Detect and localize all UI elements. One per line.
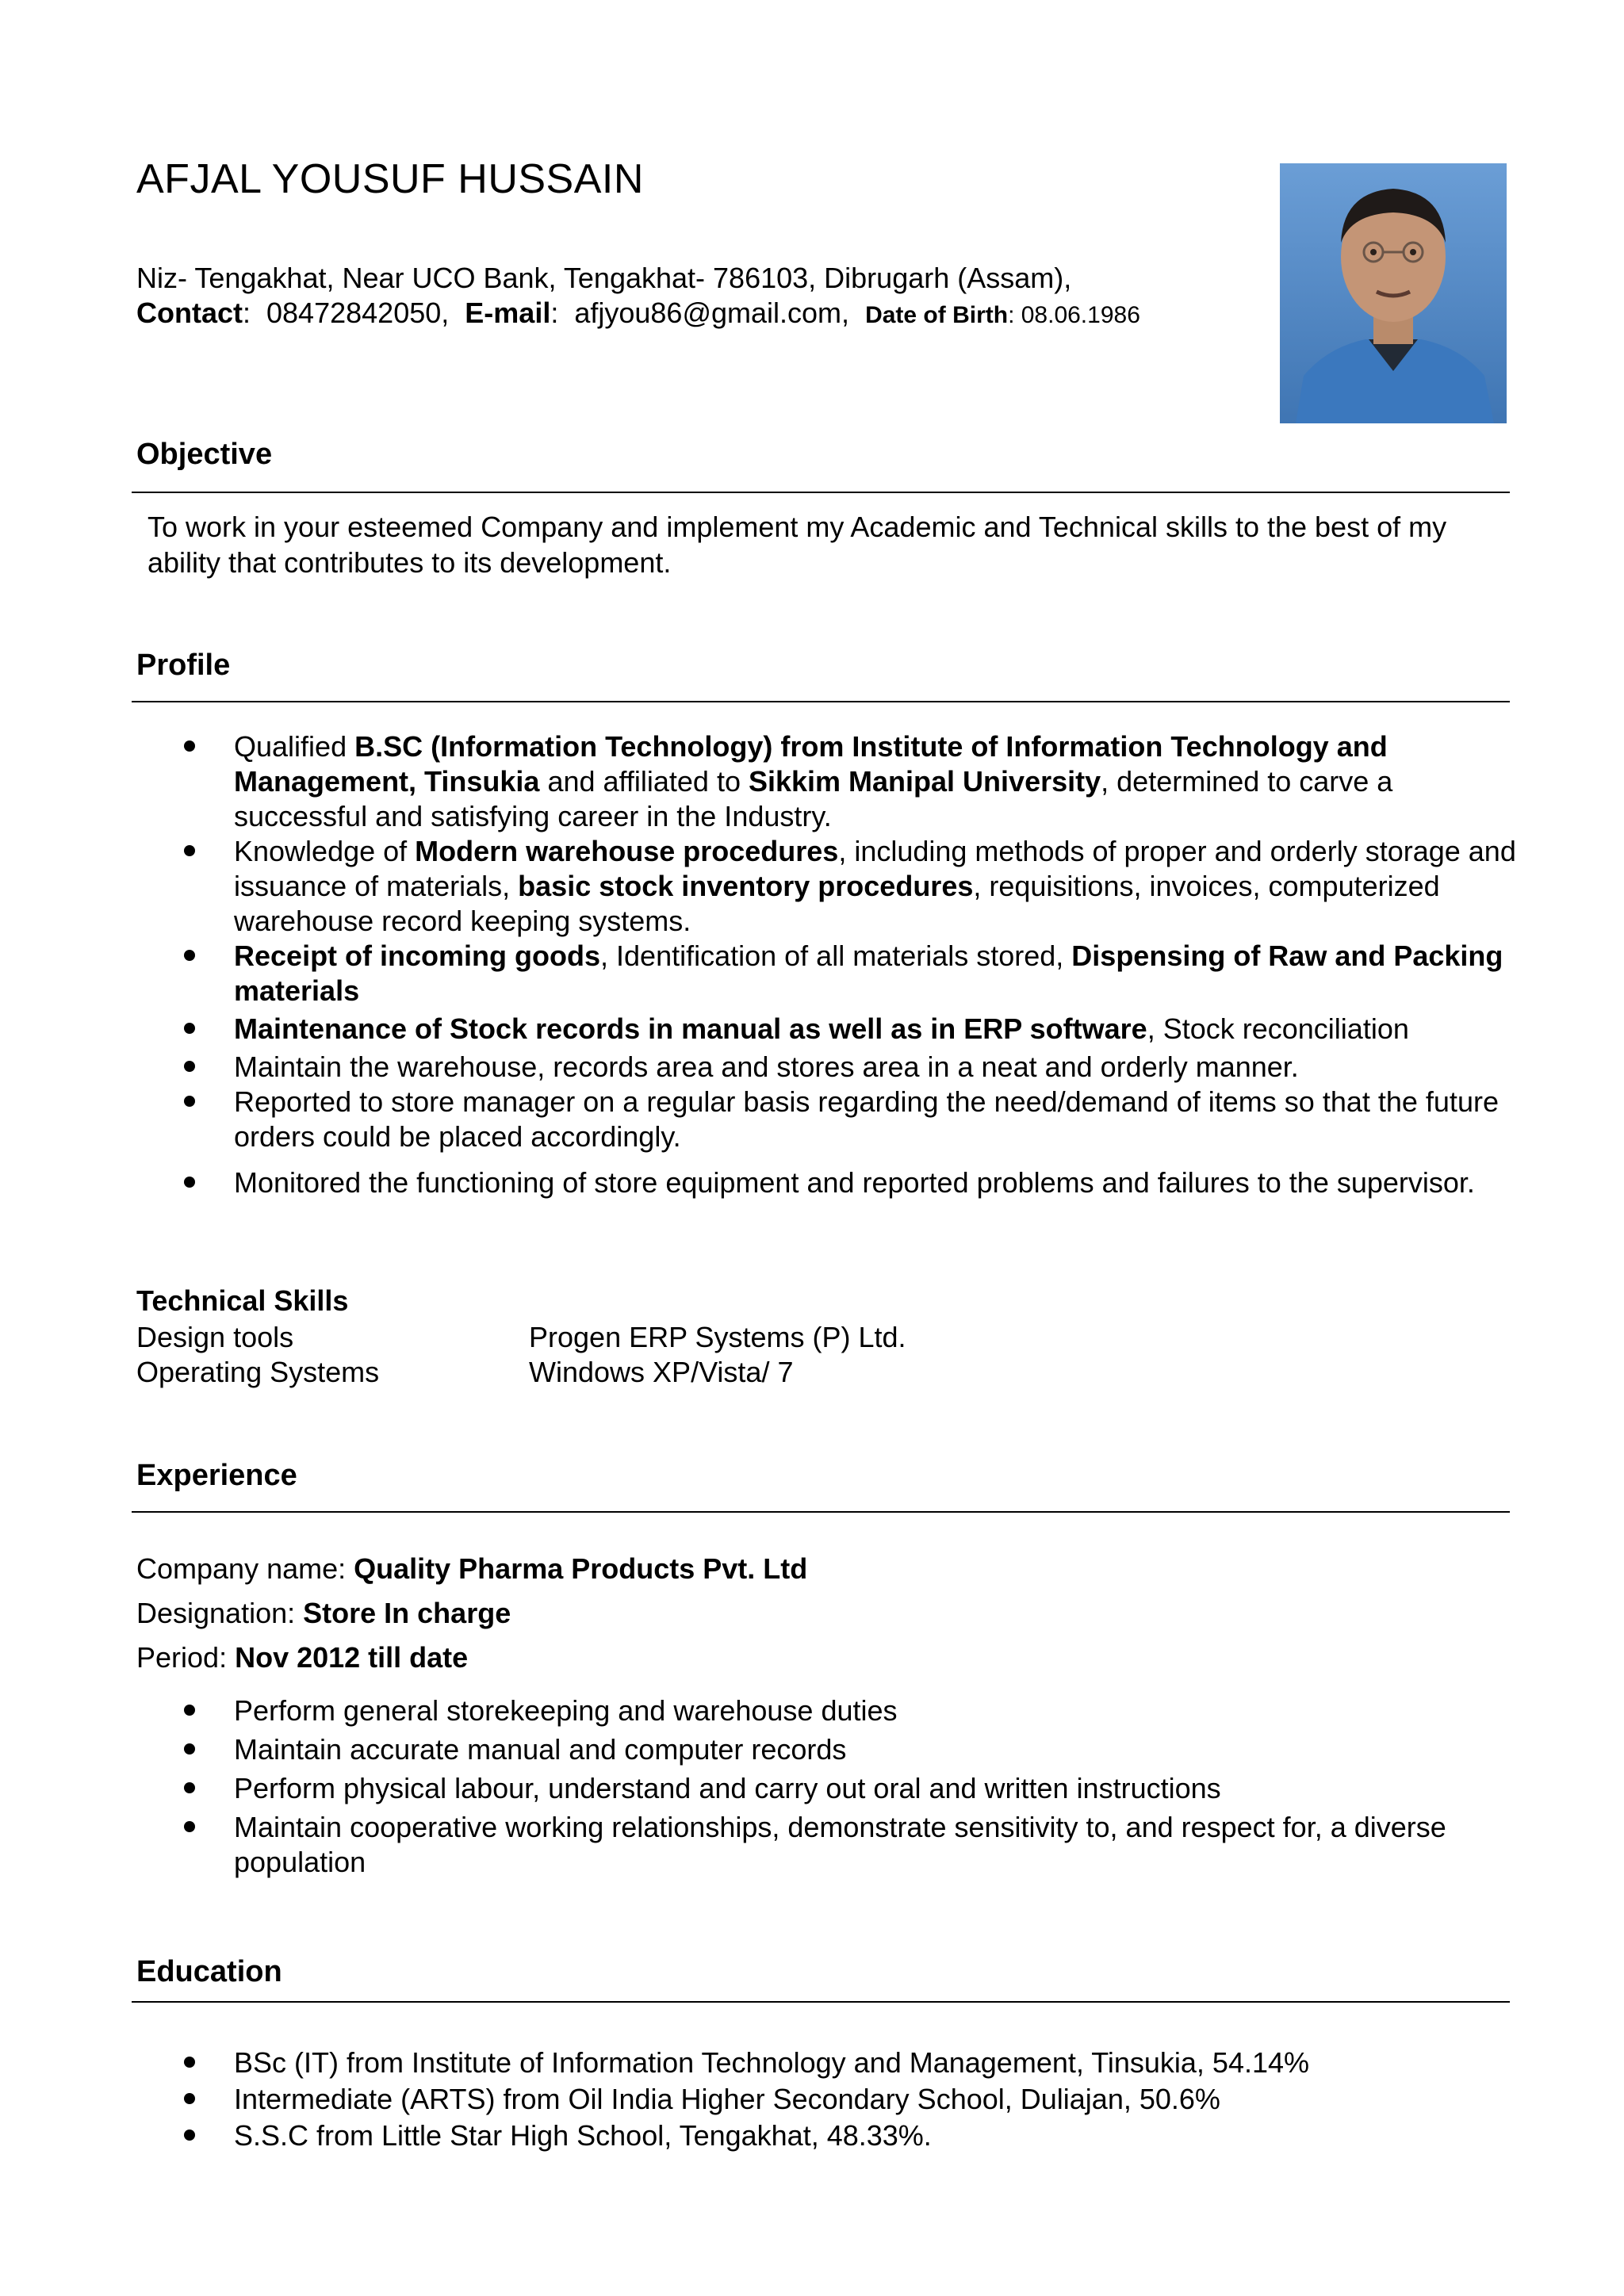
duty-text: Perform general storekeeping and warehouse duties: [234, 1694, 898, 1727]
portrait-image: [1280, 163, 1507, 423]
text-run: Maintain the warehouse, records area and stores area in a neat and orderly manner.: [234, 1050, 1299, 1083]
bullet-icon: [184, 2093, 195, 2104]
profile-item-receipt: [0, 939, 1517, 1008]
experience-duties-list: [0, 1693, 1517, 1880]
text-run: and affiliated to: [539, 765, 749, 798]
bullet-icon: [184, 1177, 195, 1188]
designation-line: [136, 1597, 511, 1630]
period-line: [136, 1641, 468, 1674]
duty-text: Maintain cooperative working relationships, demonstrate sensitivity to, and respect for, a diverse population: [234, 1811, 1446, 1878]
skill-value: Windows XP/Vista/ 7: [529, 1356, 794, 1388]
profile-divider: [132, 701, 1510, 702]
text-run: , requisitions, invoices, computerized warehouse record keeping systems.: [234, 870, 1440, 937]
company-label: Company name:: [136, 1552, 354, 1585]
duty-text: Maintain accurate manual and computer records: [234, 1733, 847, 1766]
duty-item: [0, 1771, 1517, 1806]
profile-photo: [1280, 163, 1507, 423]
profile-item-reported: [0, 1085, 1517, 1154]
skill-row: [136, 1321, 906, 1354]
dob-label: Date of Birth: [865, 302, 1009, 328]
contact-line: Contact: 08472842050, E-mail: afjyou86@gmail.com, Date of Birth: 08.06.1986: [136, 297, 1140, 329]
bullet-icon: [184, 1743, 195, 1755]
experience-divider: [132, 1511, 1510, 1513]
objective-heading: Objective: [136, 438, 273, 471]
text-run-bold: Receipt of incoming goods: [234, 939, 601, 972]
text-run: , Identification of all materials stored,: [600, 939, 1072, 972]
profile-item-qualification: [0, 729, 1517, 834]
bullet-icon: [184, 1782, 195, 1793]
education-text: BSc (IT) from Institute of Information Technology and Management, Tinsukia, 54.14%: [234, 2046, 1310, 2079]
bullet-icon: [184, 1061, 195, 1072]
objective-text: To work in your esteemed Company and implement my Academic and Technical skills to the best of my ability that contributes to its development.: [147, 511, 1447, 579]
education-text: Intermediate (ARTS) from Oil India Higher Secondary School, Duliajan, 50.6%: [234, 2083, 1220, 2115]
designation-value: Store In charge: [303, 1597, 511, 1629]
duty-item: [0, 1810, 1517, 1880]
text-run-bold: Sikkim Manipal University: [748, 765, 1101, 798]
contact-label: Contact: [136, 297, 243, 329]
email-address: afjyou86@gmail.com,: [574, 297, 850, 329]
bullet-icon: [184, 1023, 195, 1034]
address-line: Niz- Tengakhat, Near UCO Bank, Tengakhat- 786103, Dibrugarh (Assam),: [136, 262, 1072, 294]
profile-item-stock-records: [0, 1012, 1517, 1047]
text-run: , including methods of proper and orderly storage and issuance of materials,: [234, 835, 1516, 902]
bullet-icon: [184, 1096, 195, 1107]
bullet-icon: [184, 2057, 195, 2068]
bullet-icon: [184, 845, 195, 856]
skill-label: Design tools: [136, 1321, 294, 1353]
candidate-name: AFJAL YOUSUF HUSSAIN: [136, 156, 644, 202]
text-run: Monitored the functioning of store equipment and reported problems and failures to the supervisor.: [234, 1166, 1475, 1199]
education-list: [0, 2045, 1517, 2153]
profile-list: [0, 729, 1517, 1200]
profile-item-warehouse: [0, 834, 1517, 939]
text-run: , Stock reconciliation: [1147, 1012, 1409, 1045]
skill-row: [136, 1356, 793, 1389]
text-run-bold: Maintenance of Stock records in manual as well as in ERP software: [234, 1012, 1147, 1045]
text-run: , determined to carve a successful and satisfying career in the Industry.: [234, 765, 1393, 832]
bullet-icon: [184, 1821, 195, 1832]
company-name: Quality Pharma Products Pvt. Ltd: [354, 1552, 808, 1585]
text-run: Knowledge of: [234, 835, 416, 867]
skill-label: Operating Systems: [136, 1356, 380, 1388]
technical-skills-heading: Technical Skills: [136, 1284, 349, 1317]
text-run-bold: Modern warehouse procedures: [415, 835, 839, 867]
text-run-bold: basic stock inventory procedures: [518, 870, 974, 902]
text-run-bold: B.SC (Information Technology) from Institute of Information Technology and Management, Tinsukia: [234, 730, 1388, 798]
company-line: [136, 1552, 807, 1586]
profile-item-monitored: [0, 1165, 1517, 1200]
text-run: Reported to store manager on a regular basis regarding the need/demand of items so that the future orders could be placed accordingly.: [234, 1085, 1499, 1153]
bullet-icon: [184, 1705, 195, 1716]
profile-item-maintain: [0, 1050, 1517, 1085]
text-run: Qualified: [234, 730, 355, 763]
objective-divider: [132, 492, 1510, 493]
education-divider: [132, 2001, 1510, 2003]
skill-value: Progen ERP Systems (P) Ltd.: [529, 1321, 906, 1353]
contact-number: 08472842050,: [266, 297, 450, 329]
bullet-icon: [184, 950, 195, 961]
email-label: E-mail: [465, 297, 551, 329]
text-run-bold: Dispensing of Raw and Packing materials: [234, 939, 1503, 1007]
dob-value: 08.06.1986: [1021, 302, 1140, 328]
duty-item: [0, 1732, 1517, 1767]
bullet-icon: [184, 2130, 195, 2141]
duty-text: Perform physical labour, understand and carry out oral and written instructions: [234, 1772, 1221, 1804]
education-item: [0, 2082, 1517, 2117]
education-text: S.S.C from Little Star High School, Tengakhat, 48.33%.: [234, 2119, 932, 2152]
period-value: Nov 2012 till date: [235, 1641, 469, 1674]
experience-heading: Experience: [136, 1459, 297, 1492]
education-item: [0, 2118, 1517, 2153]
bullet-icon: [184, 740, 195, 752]
period-label: Period:: [136, 1641, 236, 1674]
education-item: [0, 2045, 1517, 2080]
education-heading: Education: [136, 1955, 282, 1988]
designation-label: Designation:: [136, 1597, 304, 1629]
profile-heading: Profile: [136, 649, 231, 682]
duty-item: [0, 1693, 1517, 1728]
